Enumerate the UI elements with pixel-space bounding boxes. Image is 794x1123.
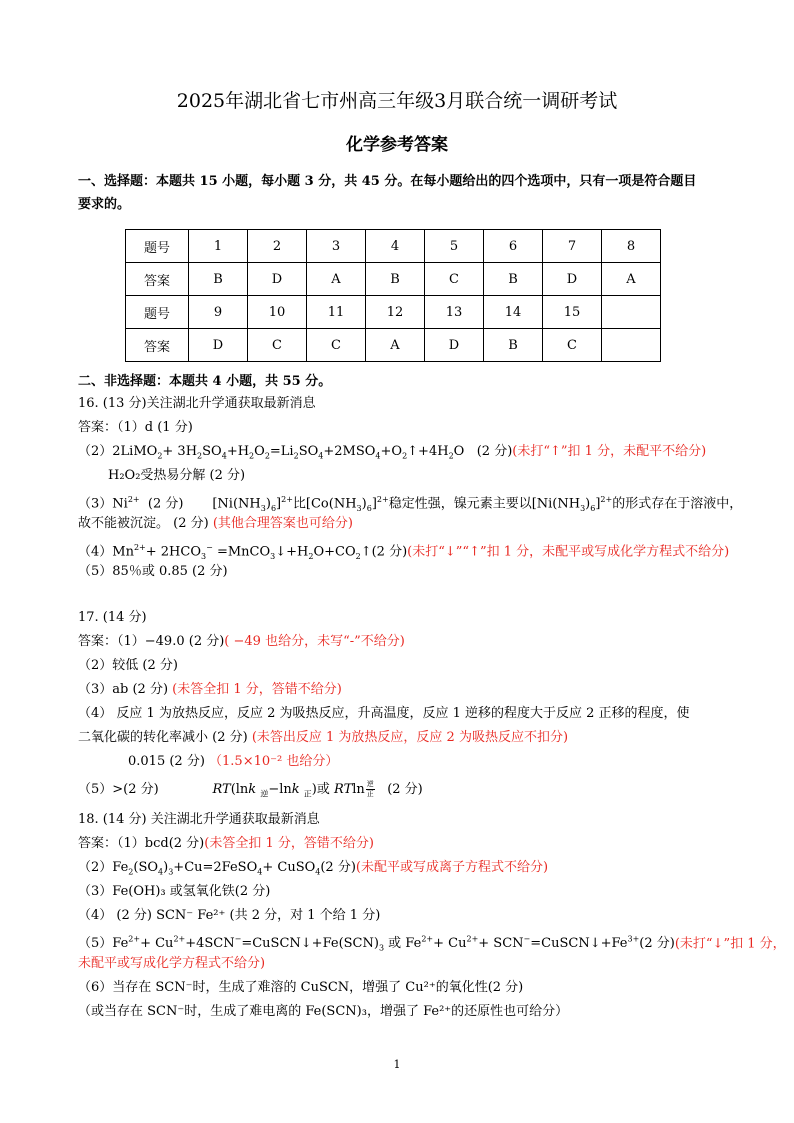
q18-answer-6: （6）当存在 SCN⁻时，生成了难溶的 CuSCN，增强了 Cu²⁺的氧化性(2 分) [78, 980, 524, 995]
q16-a3-score: (2 分) [147, 496, 184, 512]
q16-answer-2b: H₂O₂受热易分解 (2 分) [108, 468, 246, 483]
q18-a1-text: 答案：（1）bcd(2 分) [78, 836, 205, 851]
table-cell: A [602, 263, 661, 296]
table-cell: 9 [189, 296, 248, 329]
table-cell: 答案 [126, 263, 189, 296]
q17-answer-5 [78, 780, 423, 804]
q17-answer-3 [78, 681, 342, 699]
q17-a4b-note: （1.5×10⁻² 也给分） [209, 754, 339, 769]
page-title: 2025年湖北省七市州高三年级3月联合统一调研考试 [176, 90, 618, 112]
section1-heading-line1: 一、选择题：本题共 15 小题，每小题 3 分，共 45 分。在每小题给出的四个选项中，只有一项是符合题目 [78, 174, 697, 189]
q16-header: 16. (13 分)关注湖北升学通获取最新消息 [78, 396, 316, 411]
q17-a5-prefix: （5）>(2 分) [78, 782, 159, 797]
table-row [126, 296, 661, 329]
table-cell: B [484, 329, 543, 362]
table-cell: B [189, 263, 248, 296]
table-cell: D [248, 263, 307, 296]
table-cell: D [189, 329, 248, 362]
q16-a3-text: 的形式存在于溶液中， [612, 496, 743, 512]
q18-a1-note: (未答全扣 1 分，答错不给分) [204, 836, 374, 851]
q17-a4-note: (未答出反应 1 为放热反应，反应 2 为吸热反应不扣分) [251, 730, 569, 745]
table-cell: A [307, 263, 366, 296]
q16-a2-equation: 2LiMO$_2$+ $3H_2SO_4+H_2O_2=Li_2SO_4+2MSO_4+O_2↑+4H_2O$ [112, 444, 465, 461]
table-cell: 13 [425, 296, 484, 329]
q17-a4-line2-text: 二氧化碳的转化率减小 (2 分) [78, 730, 252, 745]
q17-a3-text: （3）ab (2 分) [78, 682, 173, 697]
table-cell: A [366, 329, 425, 362]
table-cell: C [307, 329, 366, 362]
page-number: 1 [393, 1058, 401, 1071]
table-cell: 15 [543, 296, 602, 329]
q17-answer-2: （2）较低 (2 分) [78, 658, 178, 673]
q16-a4-prefix: （4）Mn [78, 544, 134, 560]
table-row [126, 329, 661, 362]
q18-header: 18. (14 分) 关注湖北升学通获取最新消息 [78, 812, 320, 827]
section2-heading: 二、非选择题：本题共 4 小题，共 55 分。 [78, 374, 332, 389]
q18-answer-4: （4） (2 分) SCN⁻ Fe²⁺ (共 2 分，对 1 个给 1 分) [78, 908, 381, 923]
answer-table [125, 229, 661, 362]
q16-a4-note: (未打“↓”“↑”扣 1 分，未配平或写成化学方程式不给分) [407, 544, 730, 560]
table-cell: 5 [425, 230, 484, 263]
table-row [126, 230, 661, 263]
q16-a3-note: (其他合理答案也可给分) [212, 516, 353, 531]
table-cell: 3 [307, 230, 366, 263]
q16-a3-line2-text: 故不能被沉淀。 (2 分) [78, 516, 213, 531]
q17-a4b-text: 0.015 (2 分) [128, 754, 210, 769]
q17-answer-4-line1: （4） 反应 1 为放热反应，反应 2 为吸热反应，升高温度，反应 1 逆移的程度大于反应 2 正移的程度，使 [78, 706, 690, 721]
table-cell: 12 [366, 296, 425, 329]
q18-answer-6b: （或当存在 SCN⁻时，生成了难电离的 Fe(SCN)₃，增强了 Fe²⁺的还原性也可给分） [78, 1004, 569, 1019]
q16-a2-prefix: （2） [78, 444, 113, 459]
table-cell: 14 [484, 296, 543, 329]
table-cell: 8 [602, 230, 661, 263]
table-cell [602, 329, 661, 362]
q17-a5-score: (2 分) [387, 782, 423, 797]
q18-answer-1 [78, 835, 374, 853]
table-cell: 6 [484, 230, 543, 263]
q17-answer-4b [128, 753, 338, 771]
table-cell: 2 [248, 230, 307, 263]
q16-a3-prefix: （3）Ni [78, 496, 128, 512]
table-cell: 1 [189, 230, 248, 263]
table-cell: 题号 [126, 230, 189, 263]
section1-heading-line2: 要求的。 [78, 197, 131, 212]
q17-answer-1 [78, 633, 405, 651]
table-cell: D [543, 263, 602, 296]
table-cell: 7 [543, 230, 602, 263]
table-cell: B [484, 263, 543, 296]
q18-a2-note: (未配平或写成离子方程式不给分) [355, 860, 549, 875]
q18-answer-5-line2: 未配平或写成化学方程式不给分) [78, 956, 266, 971]
q17-header: 17. (14 分) [78, 610, 147, 625]
table-cell: C [425, 263, 484, 296]
table-cell [602, 296, 661, 329]
q18-a5-equation: $(5)Fe^{2+}+$ $Cu^{2+}+4SCN^-=CuSCN↓+Fe(SCN)_3$ 或 $Fe^{2+}+ Cu^{2+}+$ $SCN^-=CuSCN↓+Fe^{3+}(2$ 分) [78, 935, 675, 953]
q17-a1-note: ( −49 也给分，未写“-”不给分) [224, 634, 405, 649]
table-cell: C [248, 329, 307, 362]
table-cell: 题号 [126, 296, 189, 329]
q16-answer-1: 答案：（1）d (1 分) [78, 420, 193, 435]
q16-answer-2 [78, 443, 706, 466]
q18-answer-2: $(2)Fe_2(SO_4)_3+Cu=2FeSO_4+$ CuSO$_4$(2 分)(未配平或写成离子方程式不给分) [78, 860, 549, 877]
table-cell: C [543, 329, 602, 362]
q18-answer-5 [78, 931, 786, 958]
q17-a3-note: (未答全扣 1 分，答错不给分) [172, 682, 342, 697]
table-cell: D [425, 329, 484, 362]
table-row [126, 263, 661, 296]
q18-a2-prefix: （2） [78, 860, 113, 875]
q16-a2-note: (未打“↑”扣 1 分，未配平不给分) [512, 444, 707, 459]
q16-a2-score: (2 分) [476, 444, 513, 459]
q16-a4-score: (2 分) [371, 544, 408, 560]
q16-answer-5: （5）85％或 0.85 (2 分) [78, 564, 228, 579]
q18-a5-note: (未打“↓”扣 1 分， [674, 936, 786, 952]
q17-a5-formula: RT(lnk $_逆$−lnk $_正$)或 RTln $\frac{\text{逆}}{\text{正}}$ [212, 780, 374, 799]
q16-answer-3: $(3)Ni^{2+}$ (2 分) $[Ni(NH_3)_6]^{2+}$比$[Co(NH_3)_6]^{2+}$稳定性强，镍元素主要以$[Ni(NH_3)_6]^{2+}$的形式存在于溶液中， [78, 495, 743, 513]
q16-answer-4: $(4)Mn^{2+}+ 2HCO_3^-$ $=MnCO_3↓+H_2O+CO_2↑(2$ 分)(未打“↓”“↑”扣 1 分，未配平或写成化学方程式不给分) [78, 543, 730, 561]
table-cell: 答案 [126, 329, 189, 362]
table-cell: 4 [366, 230, 425, 263]
q17-a1-text: 答案：（1）−49.0 (2 分) [78, 634, 225, 649]
table-cell: 11 [307, 296, 366, 329]
q18-answer-3: （3）Fe(OH)₃ 或氢氧化铁(2 分) [78, 884, 271, 899]
q16-answer-3-line2 [78, 515, 353, 533]
q17-answer-4-line2 [78, 729, 568, 747]
table-cell: 10 [248, 296, 307, 329]
page-subtitle: 化学参考答案 [346, 135, 448, 155]
table-cell: B [366, 263, 425, 296]
